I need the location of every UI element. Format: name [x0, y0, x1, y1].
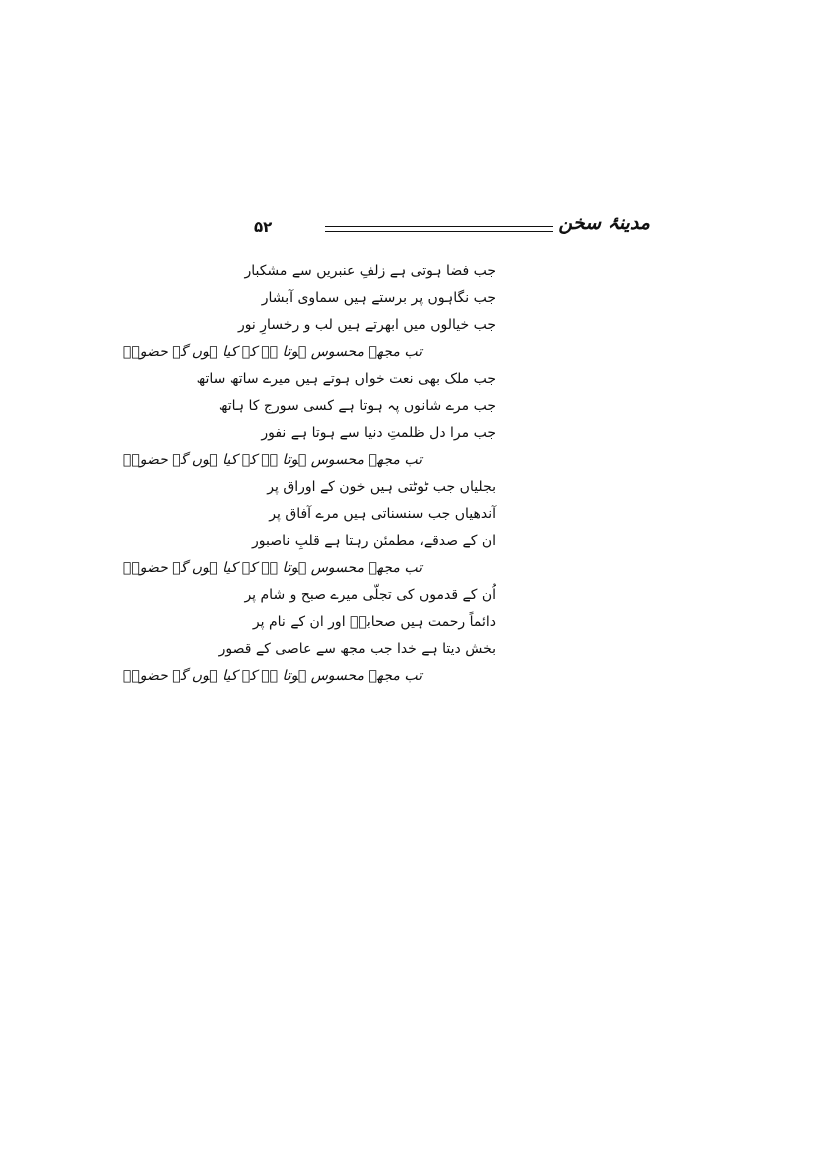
- header-divider: [325, 226, 553, 232]
- verse-line: اُن کے قدموں کی تجلّی میرے صبح و شام پر: [244, 587, 496, 603]
- verse-line: دائماً رحمت ہیں صحابہؓ اور ان کے نام پر: [252, 614, 496, 630]
- verse-line: جب مرا دل ظلمتِ دنیا سے ہوتا ہے نفور: [261, 425, 496, 441]
- refrain-line: تب مجھے محسوس ہوتا ہے کہ کیا ہوں گے حضورؐ: [122, 668, 422, 684]
- stanza-3: [122, 474, 646, 582]
- verse-line: جب مرے شانوں پہ ہوتا ہے کسی سورج کا ہاتھ: [218, 398, 496, 414]
- verse-line: جب فضا ہوتی ہے زلفِ عنبریں سے مشکبار: [244, 263, 496, 279]
- verse-line: بخش دیتا ہے خدا جب مجھ سے عاصی کے قصور: [218, 641, 496, 657]
- refrain-line: تب مجھے محسوس ہوتا ہے کہ کیا ہوں گے حضورؐ: [122, 560, 422, 576]
- page-number: ۵۲: [254, 218, 273, 236]
- refrain-line: تب مجھے محسوس ہوتا ہے کہ کیا ہوں گے حضورؐ: [122, 344, 422, 360]
- verse-line: ان کے صدقے، مطمئن رہتا ہے قلبِ ناصبور: [251, 533, 496, 549]
- verse-line: جب خیالوں میں ابھرتے ہیں لب و رخسارِ نور: [237, 317, 496, 333]
- verse-line: جب ملک بھی نعت خواں ہوتے ہیں میرے ساتھ ساتھ: [196, 371, 496, 387]
- book-title: مدینۂ سخن: [558, 212, 650, 234]
- verse-line: آندھیاں جب سنسناتی ہیں مرے آفاق پر: [269, 506, 496, 522]
- page-header: [250, 212, 650, 248]
- stanza-2: [122, 366, 646, 474]
- refrain-line: تب مجھے محسوس ہوتا ہے کہ کیا ہوں گے حضورؐ: [122, 452, 422, 468]
- stanza-1: [122, 258, 646, 366]
- stanza-4: [122, 582, 646, 690]
- verse-line: جب نگاہوں پر برستے ہیں سماوی آبشار: [261, 290, 496, 306]
- poem: [122, 258, 646, 690]
- verse-line: بجلیاں جب ٹوٹتی ہیں خون کے اوراق پر: [267, 479, 496, 495]
